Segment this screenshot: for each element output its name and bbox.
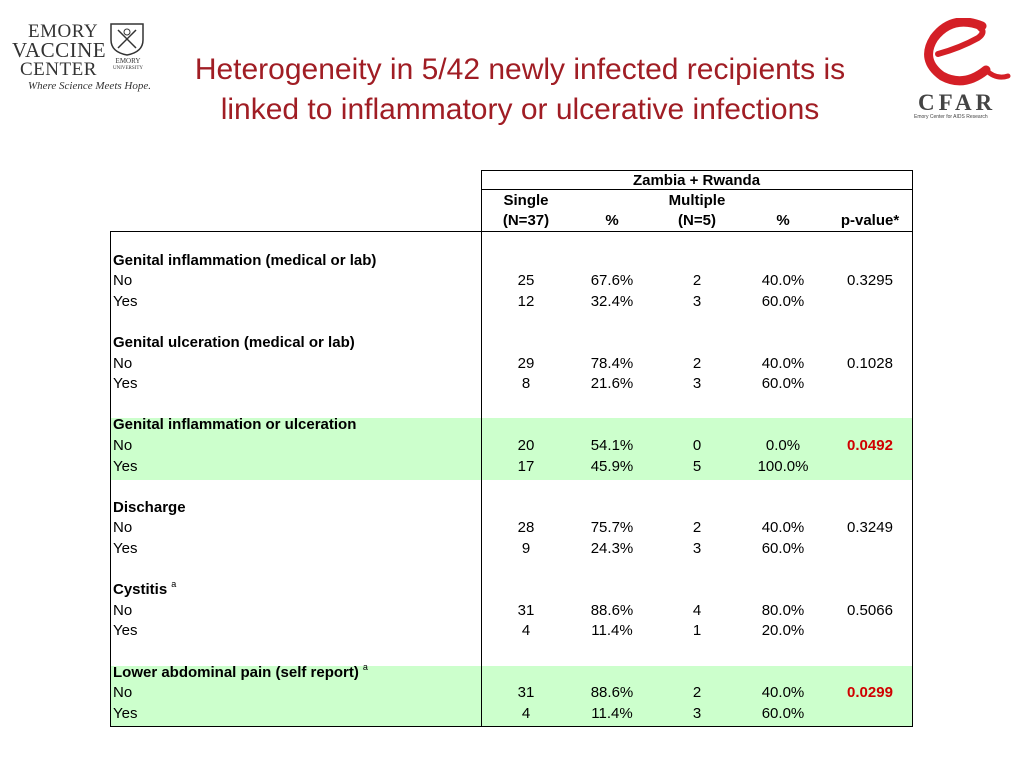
cell-pct1: 54.1% <box>590 436 634 454</box>
cell-pvalue: 0.3249 <box>847 519 893 537</box>
emory-university-mark <box>109 58 147 71</box>
cfar-logo <box>912 18 1012 128</box>
cell-pct1: 88.6% <box>590 684 634 702</box>
cell-multiple: 5 <box>692 457 702 475</box>
cfar-name: CFAR <box>918 90 997 115</box>
row-label: Yes <box>113 457 138 475</box>
row-label: Yes <box>113 292 138 310</box>
cell-single: 17 <box>517 457 535 475</box>
left-rule <box>110 231 111 727</box>
row-label: Yes <box>113 539 138 557</box>
cell-pct2: 80.0% <box>761 601 805 619</box>
cell-pct2: 40.0% <box>761 519 805 537</box>
header-bottom-rule <box>110 231 913 232</box>
cell-pct1: 21.6% <box>590 375 634 393</box>
row-label: No <box>113 354 133 372</box>
cfar-ribbon-icon <box>912 18 1012 90</box>
cell-single: 31 <box>517 684 535 702</box>
slide-title <box>150 50 890 130</box>
cell-pvalue: 0.5066 <box>847 601 893 619</box>
cell-multiple: 3 <box>692 704 702 722</box>
cell-pct2: 60.0% <box>761 704 805 722</box>
cell-multiple: 2 <box>692 684 702 702</box>
cell-pct1: 45.9% <box>590 457 634 475</box>
logo-line-2: VACCINE <box>12 38 107 62</box>
header-multiple-n: (N=5) <box>678 212 716 229</box>
header-pvalue: p-value* <box>840 212 900 229</box>
row-label: No <box>113 601 133 619</box>
cell-single: 12 <box>517 292 535 310</box>
row-label: No <box>113 519 133 537</box>
cell-single: 4 <box>521 704 531 722</box>
header-multiple: Multiple <box>668 192 726 209</box>
cell-pvalue: 0.3295 <box>847 272 893 290</box>
header-pct-single: % <box>605 212 619 229</box>
section-label: Genital ulceration (medical or lab) <box>113 333 355 351</box>
group-header: Zambia + Rwanda <box>632 172 761 189</box>
title-line-2: linked to inflammatory or ulcerative infections <box>220 93 820 126</box>
header-pct-multiple: % <box>776 212 790 229</box>
emory-vaccine-center-logo <box>8 20 151 92</box>
cell-single: 29 <box>517 354 535 372</box>
cell-pct2: 40.0% <box>761 684 805 702</box>
cell-pct1: 24.3% <box>590 539 634 557</box>
emory-shield-icon <box>108 22 146 56</box>
cell-pct1: 75.7% <box>590 519 634 537</box>
row-label: No <box>113 684 133 702</box>
cell-pct2: 0.0% <box>765 436 801 454</box>
cell-multiple: 3 <box>692 375 702 393</box>
cell-pct2: 100.0% <box>757 457 809 475</box>
emory-small-line-2: UNIVERSITY <box>113 65 143 71</box>
cell-multiple: 2 <box>692 272 702 290</box>
cell-single: 9 <box>521 539 531 557</box>
cell-pct1: 88.6% <box>590 601 634 619</box>
cell-pct1: 67.6% <box>590 272 634 290</box>
cell-pct2: 60.0% <box>761 375 805 393</box>
cell-pct2: 40.0% <box>761 272 805 290</box>
header-single: Single <box>503 192 549 209</box>
footnote-marker: a <box>362 661 368 672</box>
cell-multiple: 1 <box>692 622 702 640</box>
cell-pct2: 20.0% <box>761 622 805 640</box>
cell-single: 31 <box>517 601 535 619</box>
cell-single: 4 <box>521 622 531 640</box>
emory-small-line-1: EMORY <box>115 57 141 65</box>
section-label: Cystitis $^a$ <box>113 579 177 599</box>
cell-single: 8 <box>521 375 531 393</box>
cell-pct1: 11.4% <box>591 622 633 640</box>
row-label: No <box>113 436 133 454</box>
title-line-1: Heterogeneity in 5/42 newly infected recipients is <box>194 53 846 86</box>
results-table <box>110 170 913 727</box>
cfar-subtitle: Emory Center for AIDS Research <box>914 114 988 120</box>
cell-pvalue: 0.1028 <box>847 354 893 372</box>
section-label: Discharge <box>113 498 186 516</box>
row-label: Yes <box>113 375 138 393</box>
section-label: Lower abdominal pain (self report) $^a$ <box>113 661 368 681</box>
row-label: Yes <box>113 704 138 722</box>
cell-pct1: 11.4% <box>591 704 633 722</box>
section-label: Genital inflammation or ulceration <box>113 416 357 434</box>
logo-line-3: CENTER <box>20 59 97 80</box>
section-label: Genital inflammation (medical or lab) <box>113 251 377 269</box>
header-single-n: (N=37) <box>502 212 550 229</box>
cell-multiple: 2 <box>692 354 702 372</box>
cell-multiple: 4 <box>692 601 702 619</box>
row-label: Yes <box>113 622 138 640</box>
cell-single: 25 <box>517 272 535 290</box>
cell-pvalue: 0.0299 <box>847 684 893 702</box>
cell-single: 20 <box>517 436 535 454</box>
logo-tagline: Where Science Meets Hope. <box>28 80 151 92</box>
cell-pct1: 32.4% <box>590 292 634 310</box>
cell-multiple: 2 <box>692 519 702 537</box>
logo-line-1: EMORY <box>28 21 99 42</box>
right-rule <box>912 170 913 727</box>
table-bottom-rule <box>110 726 913 727</box>
label-divider-rule <box>481 170 482 727</box>
cell-pct1: 78.4% <box>590 354 634 372</box>
cell-multiple: 3 <box>692 539 702 557</box>
cell-pct2: 40.0% <box>761 354 805 372</box>
cell-multiple: 0 <box>692 436 702 454</box>
cell-pct2: 60.0% <box>761 539 805 557</box>
footnote-marker: a <box>171 579 177 590</box>
row-label: No <box>113 272 133 290</box>
cell-pct2: 60.0% <box>761 292 805 310</box>
cell-multiple: 3 <box>692 292 702 310</box>
cell-single: 28 <box>517 519 535 537</box>
cell-pvalue: 0.0492 <box>847 436 893 454</box>
